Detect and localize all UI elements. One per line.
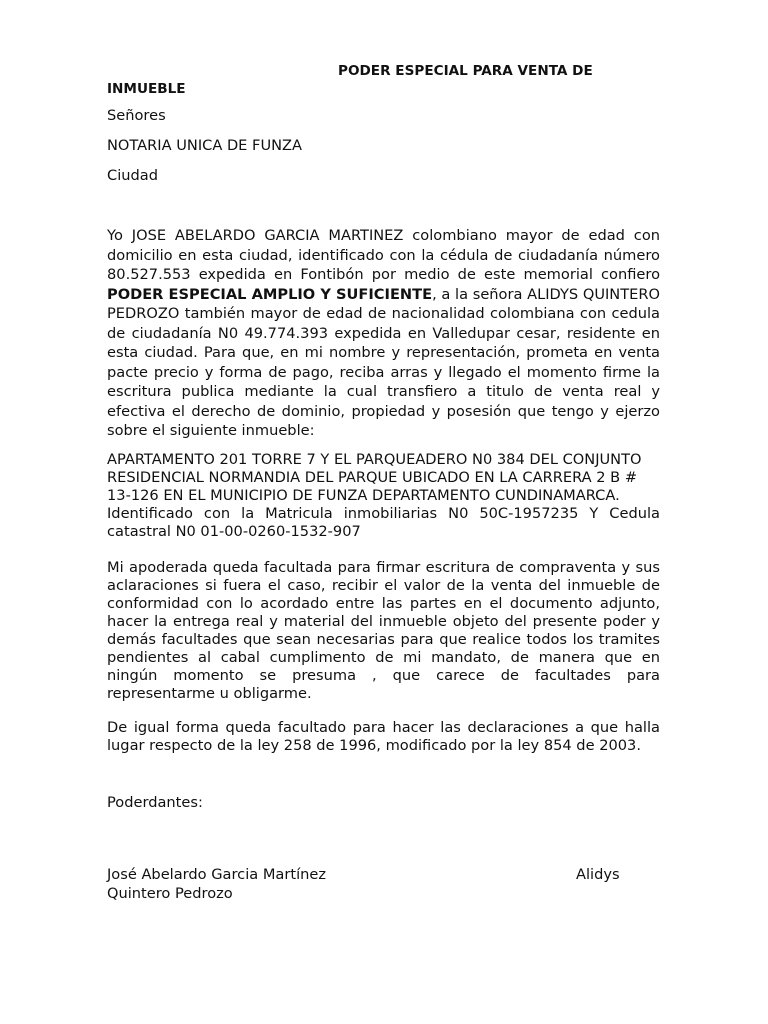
address-recipient: NOTARIA UNICA DE FUNZA <box>107 137 303 154</box>
document-title-continued: INMUEBLE <box>107 81 186 97</box>
signatories-label: Poderdantes: <box>107 793 203 811</box>
document-title: PODER ESPECIAL PARA VENTA DE <box>338 63 593 79</box>
grant-paragraph <box>107 226 660 441</box>
document-page <box>107 62 660 903</box>
grant-power-type: PODER ESPECIAL AMPLIO Y SUFICIENTE <box>107 285 433 303</box>
faculties-paragraph: Mi apoderada queda facultada para firmar escritura de compraventa y sus aclaraciones si fuera el caso, recibir el valor de la venta del inmueble de conformidad con lo acordado entre las partes en el documento adjunto, hacer la entrega real y material del inmueble objeto del presente poder y demás facultades que sean necesarias para que realice todos los tramites pendientes al cabal cumplimento de mi mandato, de manera que en ningún momento se presuma , que carece de facultades para representarme u obligarme. <box>107 558 660 702</box>
signer-2-name: Alidys <box>576 865 620 883</box>
address-city: Ciudad <box>107 167 158 184</box>
signer-1-name: José Abelardo Garcia Martínez <box>107 865 327 883</box>
signature-row <box>107 865 660 884</box>
grant-text-end: , a la señora ALIDYS QUINTERO PEDROZO también mayor de edad de nacionalidad colombiana con cedula de ciudadanía N0 49.774.393 expedida en Valledupar cesar, residente en esta ciudad. Para que, en mi nombre y representación, prometa en venta pacte precio y forma de pago, reciba arras y llegado el momento firme la escritura publica mediante la cual transfiero a titulo de venta real y efectiva el derecho de dominio, propiedad y posesión que tengo y ejerzo sobre el siguiente inmueble: <box>107 285 660 439</box>
declarations-paragraph: De igual forma queda facultado para hacer las declaraciones a que halla lugar respecto de la ley 258 de 1996, modificado por la ley 854 de 2003. <box>107 718 660 754</box>
grant-text-start: Yo JOSE ABELARDO GARCIA MARTINEZ colombiano mayor de edad con domicilio en esta ciudad, identificado con la cédula de ciudadanía número 80.527.553 expedida en Fontibón por medio de este memorial confiero <box>107 227 660 283</box>
property-description: APARTAMENTO 201 TORRE 7 Y EL PARQUEADERO N0 384 DEL CONJUNTO RESIDENCIAL NORMANDIA DEL PARQUE UBICADO EN LA CARRERA 2 B # 13-126 EN EL MUNICIPIO DE FUNZA DEPARTAMENTO CUNDINAMARCA. <box>107 450 642 504</box>
signer-2-name-continued: Quintero Pedrozo <box>107 884 233 902</box>
spacer <box>107 196 660 226</box>
address-salutation: Señores <box>107 107 166 124</box>
property-identification: Identificado con la Matricula inmobiliarias N0 50C-1957235 Y Cedula catastral N0 01-00-0260-1532-907 <box>107 504 660 540</box>
